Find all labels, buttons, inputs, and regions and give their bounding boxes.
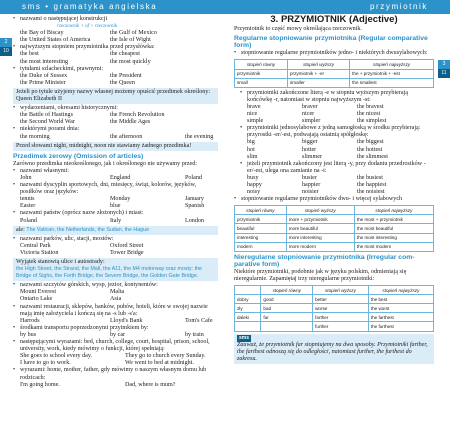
example: Harrods [20, 317, 40, 324]
note-box [234, 334, 434, 364]
info-example: the High Street, the Strand, the Mall, the A11, the M4 motorway oraz mosty: the Bridge of Sighs, the Forth Bridge, the Severn Bridge, the Golden Gate Bridge. [16, 266, 202, 280]
table-cell: good [261, 295, 313, 304]
example: Poland [185, 174, 202, 181]
table-cell: beautiful [235, 224, 287, 233]
example: bigger [302, 139, 318, 146]
example: England [110, 174, 131, 181]
table-header: stopień równy [235, 60, 288, 69]
example: the biggest [357, 139, 384, 146]
example: Oxford Street [110, 242, 144, 249]
example: Ontario Lake [20, 296, 53, 303]
comparison-table [234, 59, 434, 87]
sms-logo: sms [239, 334, 250, 341]
ale-text: The Vatican, the Netherlands, the Sudan, the Hague [26, 226, 150, 233]
example: London [185, 217, 204, 224]
header-right: przymiotnik [369, 2, 428, 11]
example: Easter [20, 203, 36, 210]
example: the Duke of Sussex [20, 72, 68, 79]
table-cell [235, 322, 261, 331]
example: the Queen [110, 79, 135, 86]
page-title: 3. PRZYMIOTNIK (Adjective) [270, 14, 398, 25]
annotation: rzeczownik + of + rzeczownik [57, 24, 118, 30]
section-heading: Nieregularne stopniowanie przymiotnika (Irregular comparative form) [234, 253, 415, 268]
table-cell: further [313, 322, 369, 331]
example: the Battle of Hastings [20, 112, 73, 119]
example: hot [247, 146, 255, 153]
example: the nicest [357, 111, 381, 118]
bullet: • niektórymi porami dnia: [13, 126, 218, 133]
example: tennis [20, 196, 35, 203]
table-cell: the most interesting [354, 233, 433, 242]
example: noisier [302, 189, 319, 196]
table-header [235, 286, 261, 295]
example: the Bay of Biscay [20, 30, 64, 37]
example: the happiest [357, 181, 387, 188]
info-text: Jeżeli po tytule użyjemy nazwy własnej możemy opuścić przedimek określony: [16, 88, 211, 95]
example: the Middle Ages [110, 119, 151, 126]
example: the morning [20, 133, 50, 140]
example: by train [185, 331, 204, 338]
example: the busiest [357, 174, 383, 181]
info-text: Wyjątek stanowią ulice i autostrady: [16, 259, 105, 265]
table-cell: the smallest [350, 78, 434, 87]
bullet: • przymiotniki zakończone literą -e w stopniu wyższym przybierają końcówkę -r, natomiast w stopniu najwyższym -st: [234, 90, 434, 104]
table-cell: worse [313, 304, 369, 313]
table-cell [261, 322, 313, 331]
left-column [13, 16, 218, 389]
section-heading: Regularne stopniowanie przymiotnika (Regular comparative form) [234, 35, 428, 50]
example: hotter [302, 146, 317, 153]
example: Asia [110, 296, 122, 303]
bullet: • następującymi wyrazami: bed, church, college, court, hospital, prison, school, university, work, kiedy mówimy o funkcji, której spełniają: [13, 339, 218, 353]
irregular-table [234, 285, 434, 331]
bullet: • nazwami własnymi: [13, 168, 218, 175]
bullet: • środkami transportu poprzedzonymi przyimkiem by: [13, 325, 218, 332]
example: Mount Everest [20, 289, 57, 296]
table-cell: modern [235, 242, 287, 251]
table-header: stopień wyższy [313, 286, 369, 295]
table-cell: farther [313, 313, 369, 322]
example: January [185, 196, 204, 203]
intro-text: Przymiotnik to część mowy określająca rzeczownik. [234, 26, 362, 33]
table-cell: far [261, 313, 313, 322]
example: They go to church every Sunday. [125, 353, 206, 360]
example: I'm going home. [20, 381, 60, 388]
example: Central Park [20, 242, 51, 249]
tab-number: 10 [0, 47, 12, 56]
table-cell: more + przymiotnik [286, 215, 354, 224]
bullet: • tytułami szlacheckimi, prawnymi: [13, 66, 218, 73]
example: the Second World War [20, 119, 75, 126]
table-cell: bad [261, 304, 313, 313]
table-header: stopień najwyższy [354, 206, 433, 215]
example: the Prime Minister [20, 79, 66, 86]
table-cell: zły [235, 304, 261, 313]
example: busier [302, 174, 317, 181]
bullet: • nazwami parków, ulic, stacji, mostów: [13, 236, 218, 243]
example: the Gulf of Mexico [110, 30, 157, 37]
example: noisy [247, 189, 261, 196]
bullet: • wyrazami: home, mother, father, gdy mówimy o naszym własnym domu lub rodzicach: [13, 367, 218, 381]
table-cell: small [235, 78, 288, 87]
page-tab-left [0, 38, 12, 56]
info-box [13, 258, 218, 281]
example: happy [247, 181, 262, 188]
table-cell: przymiotnik [235, 69, 288, 78]
example: the most interesting [20, 58, 69, 65]
example: brave [247, 103, 261, 110]
example: nicer [302, 111, 315, 118]
info-example: Queen Elizabeth II [16, 96, 63, 103]
table-cell: daleki [235, 313, 261, 322]
example: She goes to school every day. [20, 353, 93, 360]
table-header: stopień najwyższy [368, 286, 433, 295]
header-bar [0, 0, 450, 14]
example: the afternoon [110, 133, 143, 140]
example: Tom's Cafe [185, 317, 213, 324]
table-cell: smaller [288, 78, 350, 87]
example: by bus [20, 331, 37, 338]
example: the Isle of Wight [110, 37, 151, 44]
comparison-table [234, 205, 434, 251]
example: Italy [110, 217, 122, 224]
table-cell: the most + przymiotnik [354, 215, 433, 224]
info-box: Przed słowami night, midnight, noon nie stawiamy żadnego przedimka! [13, 142, 218, 151]
example: Lloyd's Bank [110, 317, 143, 324]
section-heading: Przedimek zerowy (Omission of articles) [13, 152, 144, 160]
example: busy [247, 174, 259, 181]
example: I have to go to work. [20, 360, 71, 367]
example: slim [247, 153, 258, 160]
example: blue [110, 203, 121, 210]
bullet: • jeżeli przymiotnik zakończony jest literą -y, przy dodaniu przedrostków -er/-est, ulega ona zamianie na -i: [234, 161, 434, 175]
table-cell: interesting [235, 233, 287, 242]
table-cell: the furthest [368, 322, 433, 331]
example: John [20, 174, 32, 181]
example: Victoria Station [20, 249, 59, 256]
info-box [13, 88, 218, 104]
example: big [247, 139, 255, 146]
example: the President [110, 72, 142, 79]
example: simpler [302, 118, 321, 125]
table-cell: the best [368, 295, 433, 304]
example: the hottest [357, 146, 383, 153]
table-header: stopień wyższy [286, 206, 354, 215]
example: Dad, where is mum? [125, 381, 176, 388]
table-cell: the worst [368, 304, 433, 313]
tab-number: 2 [4, 39, 8, 45]
tab-number: 11 [438, 69, 450, 78]
tab-number: 3 [442, 61, 446, 67]
bullet: • nazwami państw (oprócz nazw złożonych) i miast: [13, 210, 218, 217]
example: nice [247, 111, 258, 118]
table-cell: the farthest [368, 313, 433, 322]
table-header: stopień równy [235, 206, 287, 215]
table-cell: przymiotnik [235, 215, 287, 224]
example: the simplest [357, 118, 387, 125]
section-intro: Niektóre przymiotniki, podobnie jak w języku polskim, odmieniają się nieregularnie. Zapamiętaj trzy nieregularne przymiotniki: [234, 268, 407, 282]
example: braver [302, 103, 318, 110]
example: the best [20, 51, 39, 58]
bullet: • nazwami dyscyplin sportowych, dni, miesięcy, świąt, kolorów, języków, posiłków oraz języków: [13, 182, 218, 196]
section-intro: Zarówno przedimka nieokreślonego, jak i określonego nie używamy przed: [13, 160, 197, 167]
example: Poland [20, 217, 37, 224]
table-cell: dobry [235, 295, 261, 304]
example: the French Revolution [110, 112, 165, 119]
table-cell: the most beautiful [354, 224, 433, 233]
header-left: sms • gramatyka angielska [22, 2, 158, 11]
example: the most quickly [110, 58, 151, 65]
bullet: • nazwami restauracji, sklepów, banków, pubów, hoteli, które w swojej nazwie mają imię założyciela i kończą się na -s lub -s'a: [13, 304, 218, 318]
example: the United States of America [20, 37, 91, 44]
table-cell: better [313, 295, 369, 304]
bullet: • stopniowanie regularne przymiotników dwu- i więcej sylabowych [234, 196, 434, 203]
table-cell: the + przymiotnik + -est [350, 69, 434, 78]
ale-label: ale: [16, 226, 25, 233]
example: Malta [110, 289, 125, 296]
example: the noisiest [357, 189, 385, 196]
example: happier [302, 181, 321, 188]
bullet: • nazwami szczytów górskich, wysp, jezior, kontynentów: [13, 282, 218, 289]
example: Spanish [185, 203, 205, 210]
table-cell: more modern [286, 242, 354, 251]
note-text: Zauważ, że przymiotnik far stopniujemy na dwa sposoby. Przymiotniki farther, the farthest odnoszą się do odległości, natomiast further, the furthest do zakresu. [237, 341, 428, 362]
right-column [234, 16, 434, 365]
bullet: • nazwami o następującej konstrukcji [13, 16, 218, 23]
table-cell: more beautiful [286, 224, 354, 233]
example: Monday [110, 196, 131, 203]
table-header: stopień wyższy [288, 60, 350, 69]
example: simple [247, 118, 264, 125]
example: Tower Bridge [110, 249, 144, 256]
bullet: • przymiotniki jednosylabowe z jedną samogłoską w środku przybierają: przyrostki -er/-est, podwajają ostatnią spółgłoskę: [234, 125, 434, 139]
example: slimmer [302, 153, 322, 160]
table-cell: przymiotnik + -er [288, 69, 350, 78]
table-cell: more interesting [286, 233, 354, 242]
table-header: stopień równy [261, 286, 313, 295]
table-cell: the most modern [354, 242, 433, 251]
bullet: • wydarzeniami, okresami historycznymi: [13, 105, 218, 112]
table-header: stopień najwyższy [350, 60, 434, 69]
example: the evening [185, 133, 214, 140]
example: the cheapest [110, 51, 140, 58]
example: by car [110, 331, 126, 338]
example: We went to bed at midnight. [125, 360, 194, 367]
bullet: • stopniowanie regularne przymiotników jedno- i niektórych dwusylabowych: [234, 50, 434, 57]
example: the slimmest [357, 153, 388, 160]
bullet: • najwyższym stopniem przymiotnika przed przysłówka: [13, 44, 218, 51]
page-tab-right [438, 60, 450, 78]
example: the bravest [357, 103, 384, 110]
